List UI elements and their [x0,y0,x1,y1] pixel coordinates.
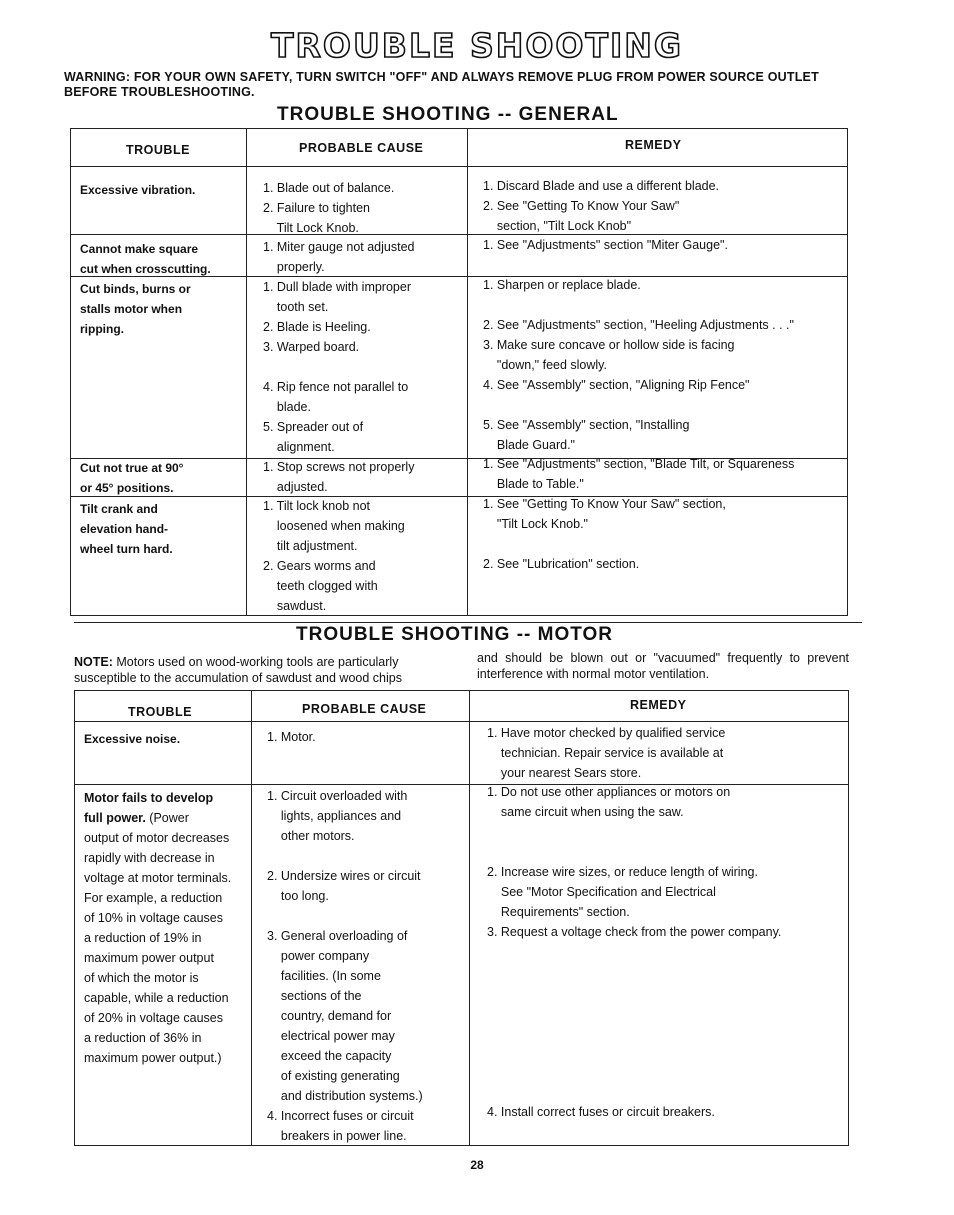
table-row-remedy: 1. See "Adjustments" section, "Blade Tilt, or Squareness Blade to Table." [483,457,795,491]
general-header-remedy: REMEDY [625,138,682,152]
general-table [70,128,848,616]
table-row-remedy: 1. Have motor checked by qualified service technician. Repair service is available at your nearest Sears store. [487,726,726,780]
table-row-remedy: 1. Sharpen or replace blade. 2. See "Adjustments" section, "Heeling Adjustments . . ." 3. Make sure concave or hollow side is facing "down," feed slowly. 4. See "Assembly" section, "Aligning Rip Fence" 5. See "Assembly" section, "Installing Blade Guard." [483,278,794,452]
page-number: 28 [470,1158,484,1172]
motor-table [74,690,849,1146]
safety-warning: WARNING: FOR YOUR OWN SAFETY, TURN SWITCH "OFF" AND ALWAYS REMOVE PLUG FROM POWER SOURCE OUTLET BEFORE TROUBLESHOOTING. [64,70,819,99]
table-row-cause: 1. Circuit overloaded with lights, appliances and other motors. 2. Undersize wires or circuit too long. 3. General overloading of power company facilities. (In some sections of the country, demand for electrical power may exceed the capacity of existing generating and distribution systems.) 4. Incorrect fuses or circuit breakers in power line. [267,789,423,1143]
table-row-remedy: 1. See "Getting To Know Your Saw" section, "Tilt Lock Knob." 2. See "Lubrication" section. [483,497,726,571]
motor-trouble-detail: (Power output of motor decreases rapidly with decrease in voltage at motor terminals. For example, a reduction of 10% in voltage causes a reduction of 19% in maximum power output of which the motor is capable, while a reduction of 20% in voltage causes a reduction of 36% in maximum power output.) [84,811,232,1065]
motor-note-right: and should be blown out or "vacuumed" frequently to prevent interference with normal motor ventilation. [477,651,849,681]
table-row-trouble [84,788,231,1068]
motor-section-title: TROUBLE SHOOTING -- MOTOR [296,624,614,645]
motor-trouble-bold: Motor fails to develop full power. [84,791,214,825]
general-header-trouble: TROUBLE [126,143,190,157]
table-row-cause: 1. Stop screws not properly adjusted. [263,460,415,494]
table-row-trouble: Tilt crank and elevation hand- wheel turn hard. [80,502,173,556]
motor-note-left [74,654,474,686]
page-title: TROUBLE SHOOTING [271,26,683,65]
motor-header-trouble: TROUBLE [128,705,192,719]
table-row-trouble: Excessive vibration. [80,183,196,197]
motor-header-cause: PROBABLE CAUSE [302,702,427,716]
note-text-left: Motors used on wood-working tools are particularly susceptible to the accumulation of sawdust and wood chips [74,655,402,685]
table-row-trouble: Cut binds, burns or stalls motor when ripping. [80,282,191,336]
note-label: NOTE: [74,655,113,669]
table-row-trouble: Cannot make square cut when crosscutting. [80,242,211,276]
table-row-cause: 1. Motor. [267,730,316,744]
general-section-title: TROUBLE SHOOTING -- GENERAL [277,104,619,125]
table-row-trouble: Cut not true at 90° or 45° positions. [80,461,184,495]
table-row-cause: 1. Miter gauge not adjusted properly. [263,240,415,274]
table-row-trouble: Excessive noise. [84,732,181,746]
table-row-cause: 1. Blade out of balance. 2. Failure to tighten Tilt Lock Knob. [263,181,395,235]
table-row-cause: 1. Dull blade with improper tooth set. 2. Blade is Heeling. 3. Warped board. 4. Rip fence not parallel to blade. 5. Spreader out of alignment. [263,280,411,454]
table-row-remedy: 1. Discard Blade and use a different blade. 2. See "Getting To Know Your Saw" section, "Tilt Lock Knob" [483,179,720,233]
general-header-cause: PROBABLE CAUSE [299,141,424,155]
table-row-cause: 1. Tilt lock knob not loosened when making tilt adjustment. 2. Gears worms and teeth clogged with sawdust. [263,499,405,613]
table-row-remedy: 1. See "Adjustments" section "Miter Gauge". [483,238,728,252]
table-row-remedy: 1. Do not use other appliances or motors on same circuit when using the saw. 2. Increase wire sizes, or reduce length of wiring. See "Motor Specification and Electrical Requirements" section. 3. Request a voltage check from the power company. 4. Install correct fuses or circuit breakers. [487,785,782,1119]
motor-header-remedy: REMEDY [630,698,687,712]
